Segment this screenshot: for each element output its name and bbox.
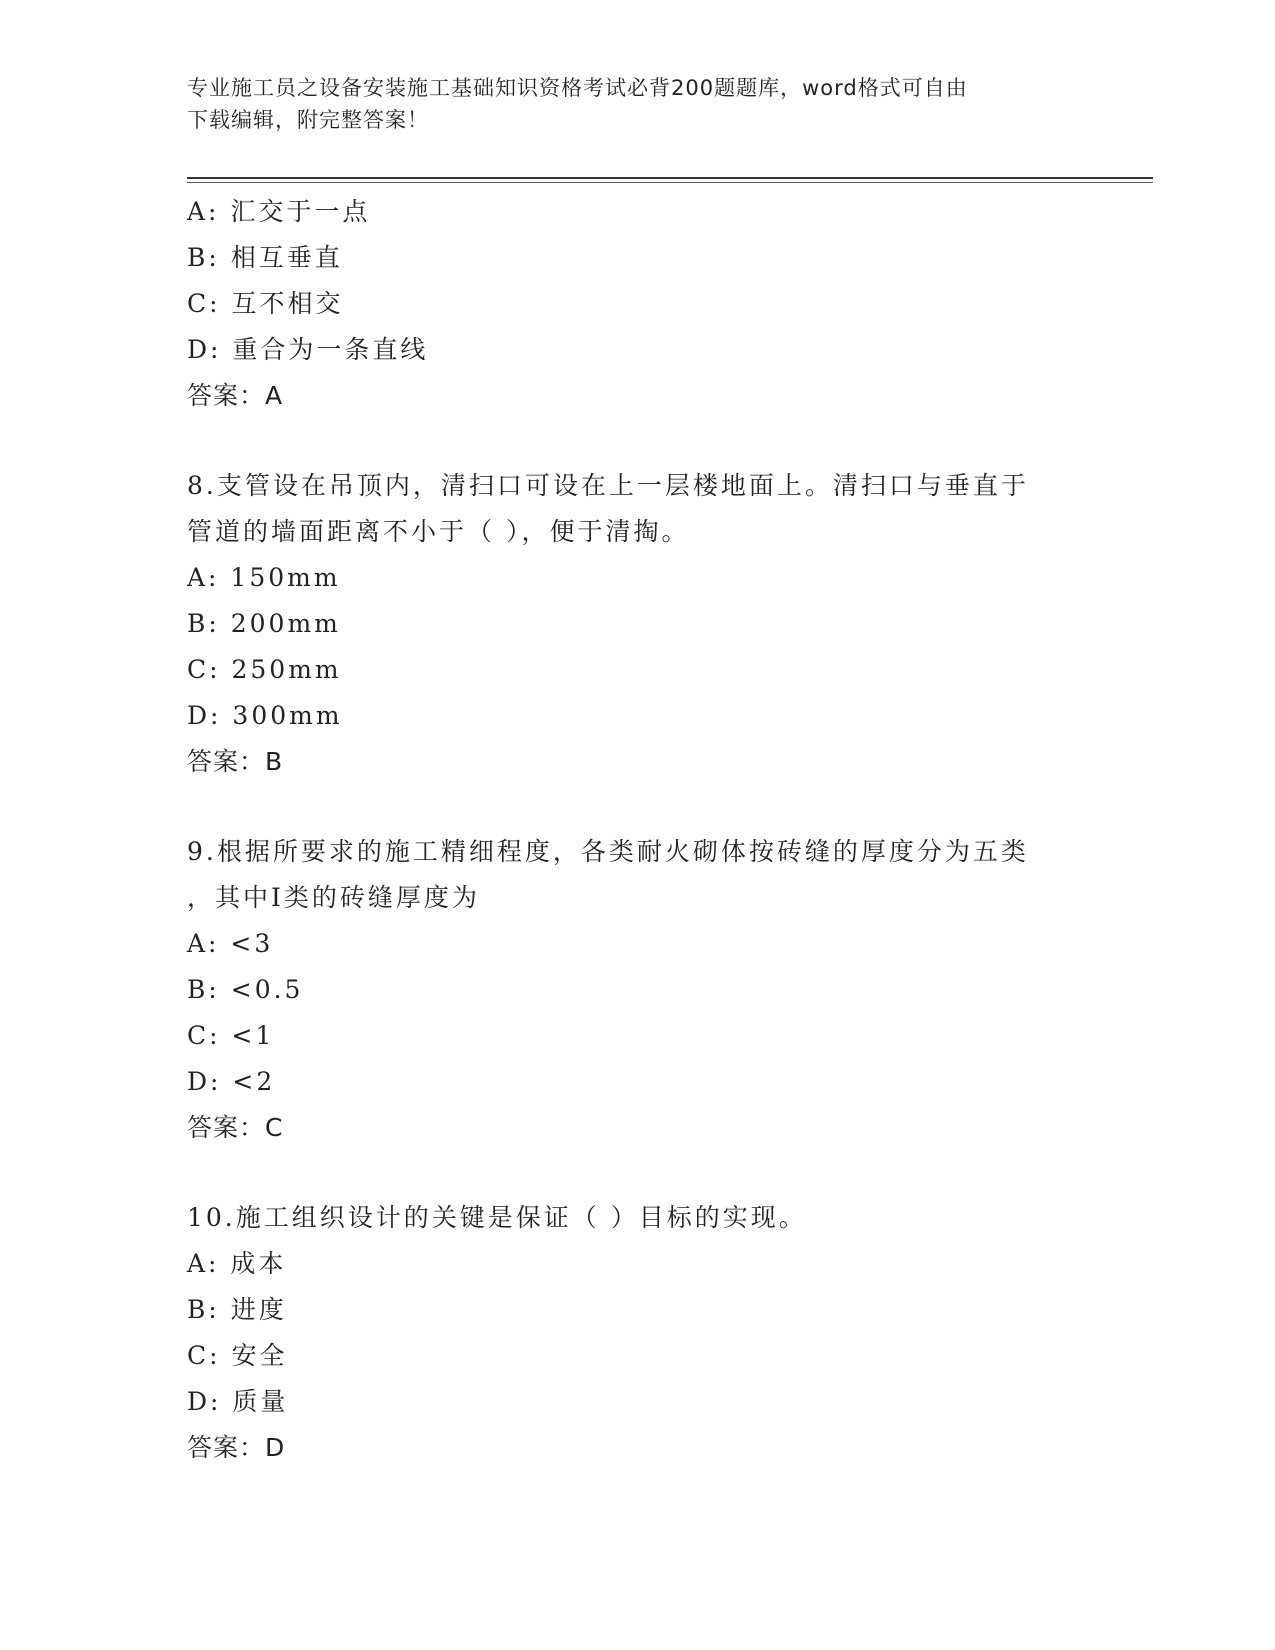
- answer: 答案：A: [187, 381, 284, 410]
- question-block-8: [187, 463, 1087, 785]
- option-b: B: 相互垂直: [187, 243, 343, 272]
- question-block-7: [187, 189, 1087, 419]
- answer: 答案：B: [187, 747, 284, 776]
- question-text-line-2: ，其中Ⅰ类的砖缝厚度为: [187, 883, 480, 912]
- question-content: [187, 189, 1087, 1471]
- option-c: C: 安全: [187, 1341, 288, 1370]
- option-a: A: 成本: [187, 1249, 287, 1278]
- answer: 答案：D: [187, 1433, 286, 1462]
- header-title-line-1: 专业施工员之设备安装施工基础知识资格考试必背200题题库，word格式可自由: [187, 76, 968, 100]
- header-divider-thin: [187, 182, 1153, 183]
- option-b: B: 进度: [187, 1295, 287, 1324]
- question-text-line-1: 10.施工组织设计的关键是保证（ ）目标的实现。: [187, 1203, 807, 1232]
- document-header: [187, 72, 1087, 136]
- header-title-line-2: 下载编辑，附完整答案！: [187, 108, 429, 132]
- option-d: D: <2: [187, 1067, 276, 1096]
- question-block-10: [187, 1195, 1087, 1471]
- question-text-line-1: 9.根据所要求的施工精细程度，各类耐火砌体按砖缝的厚度分为五类: [187, 837, 1029, 866]
- answer: 答案：C: [187, 1113, 284, 1142]
- option-a: A: 汇交于一点: [187, 197, 371, 226]
- header-divider-thick: [187, 177, 1153, 179]
- option-d: D: 质量: [187, 1387, 289, 1416]
- option-b: B: 200mm: [187, 609, 341, 638]
- option-b: B: <0.5: [187, 975, 304, 1004]
- question-block-9: [187, 829, 1087, 1151]
- question-text-line-2: 管道的墙面距离不小于（ ），便于清掏。: [187, 517, 690, 546]
- option-c: C: 互不相交: [187, 289, 344, 318]
- option-a: A: 150mm: [187, 563, 341, 592]
- option-d: D: 300mm: [187, 701, 343, 730]
- option-d: D: 重合为一条直线: [187, 335, 429, 364]
- option-c: C: 250mm: [187, 655, 342, 684]
- question-text-line-1: 8.支管设在吊顶内，清扫口可设在上一层楼地面上。清扫口与垂直于: [187, 471, 1029, 500]
- option-c: C: <1: [187, 1021, 275, 1050]
- option-a: A: <3: [187, 929, 274, 958]
